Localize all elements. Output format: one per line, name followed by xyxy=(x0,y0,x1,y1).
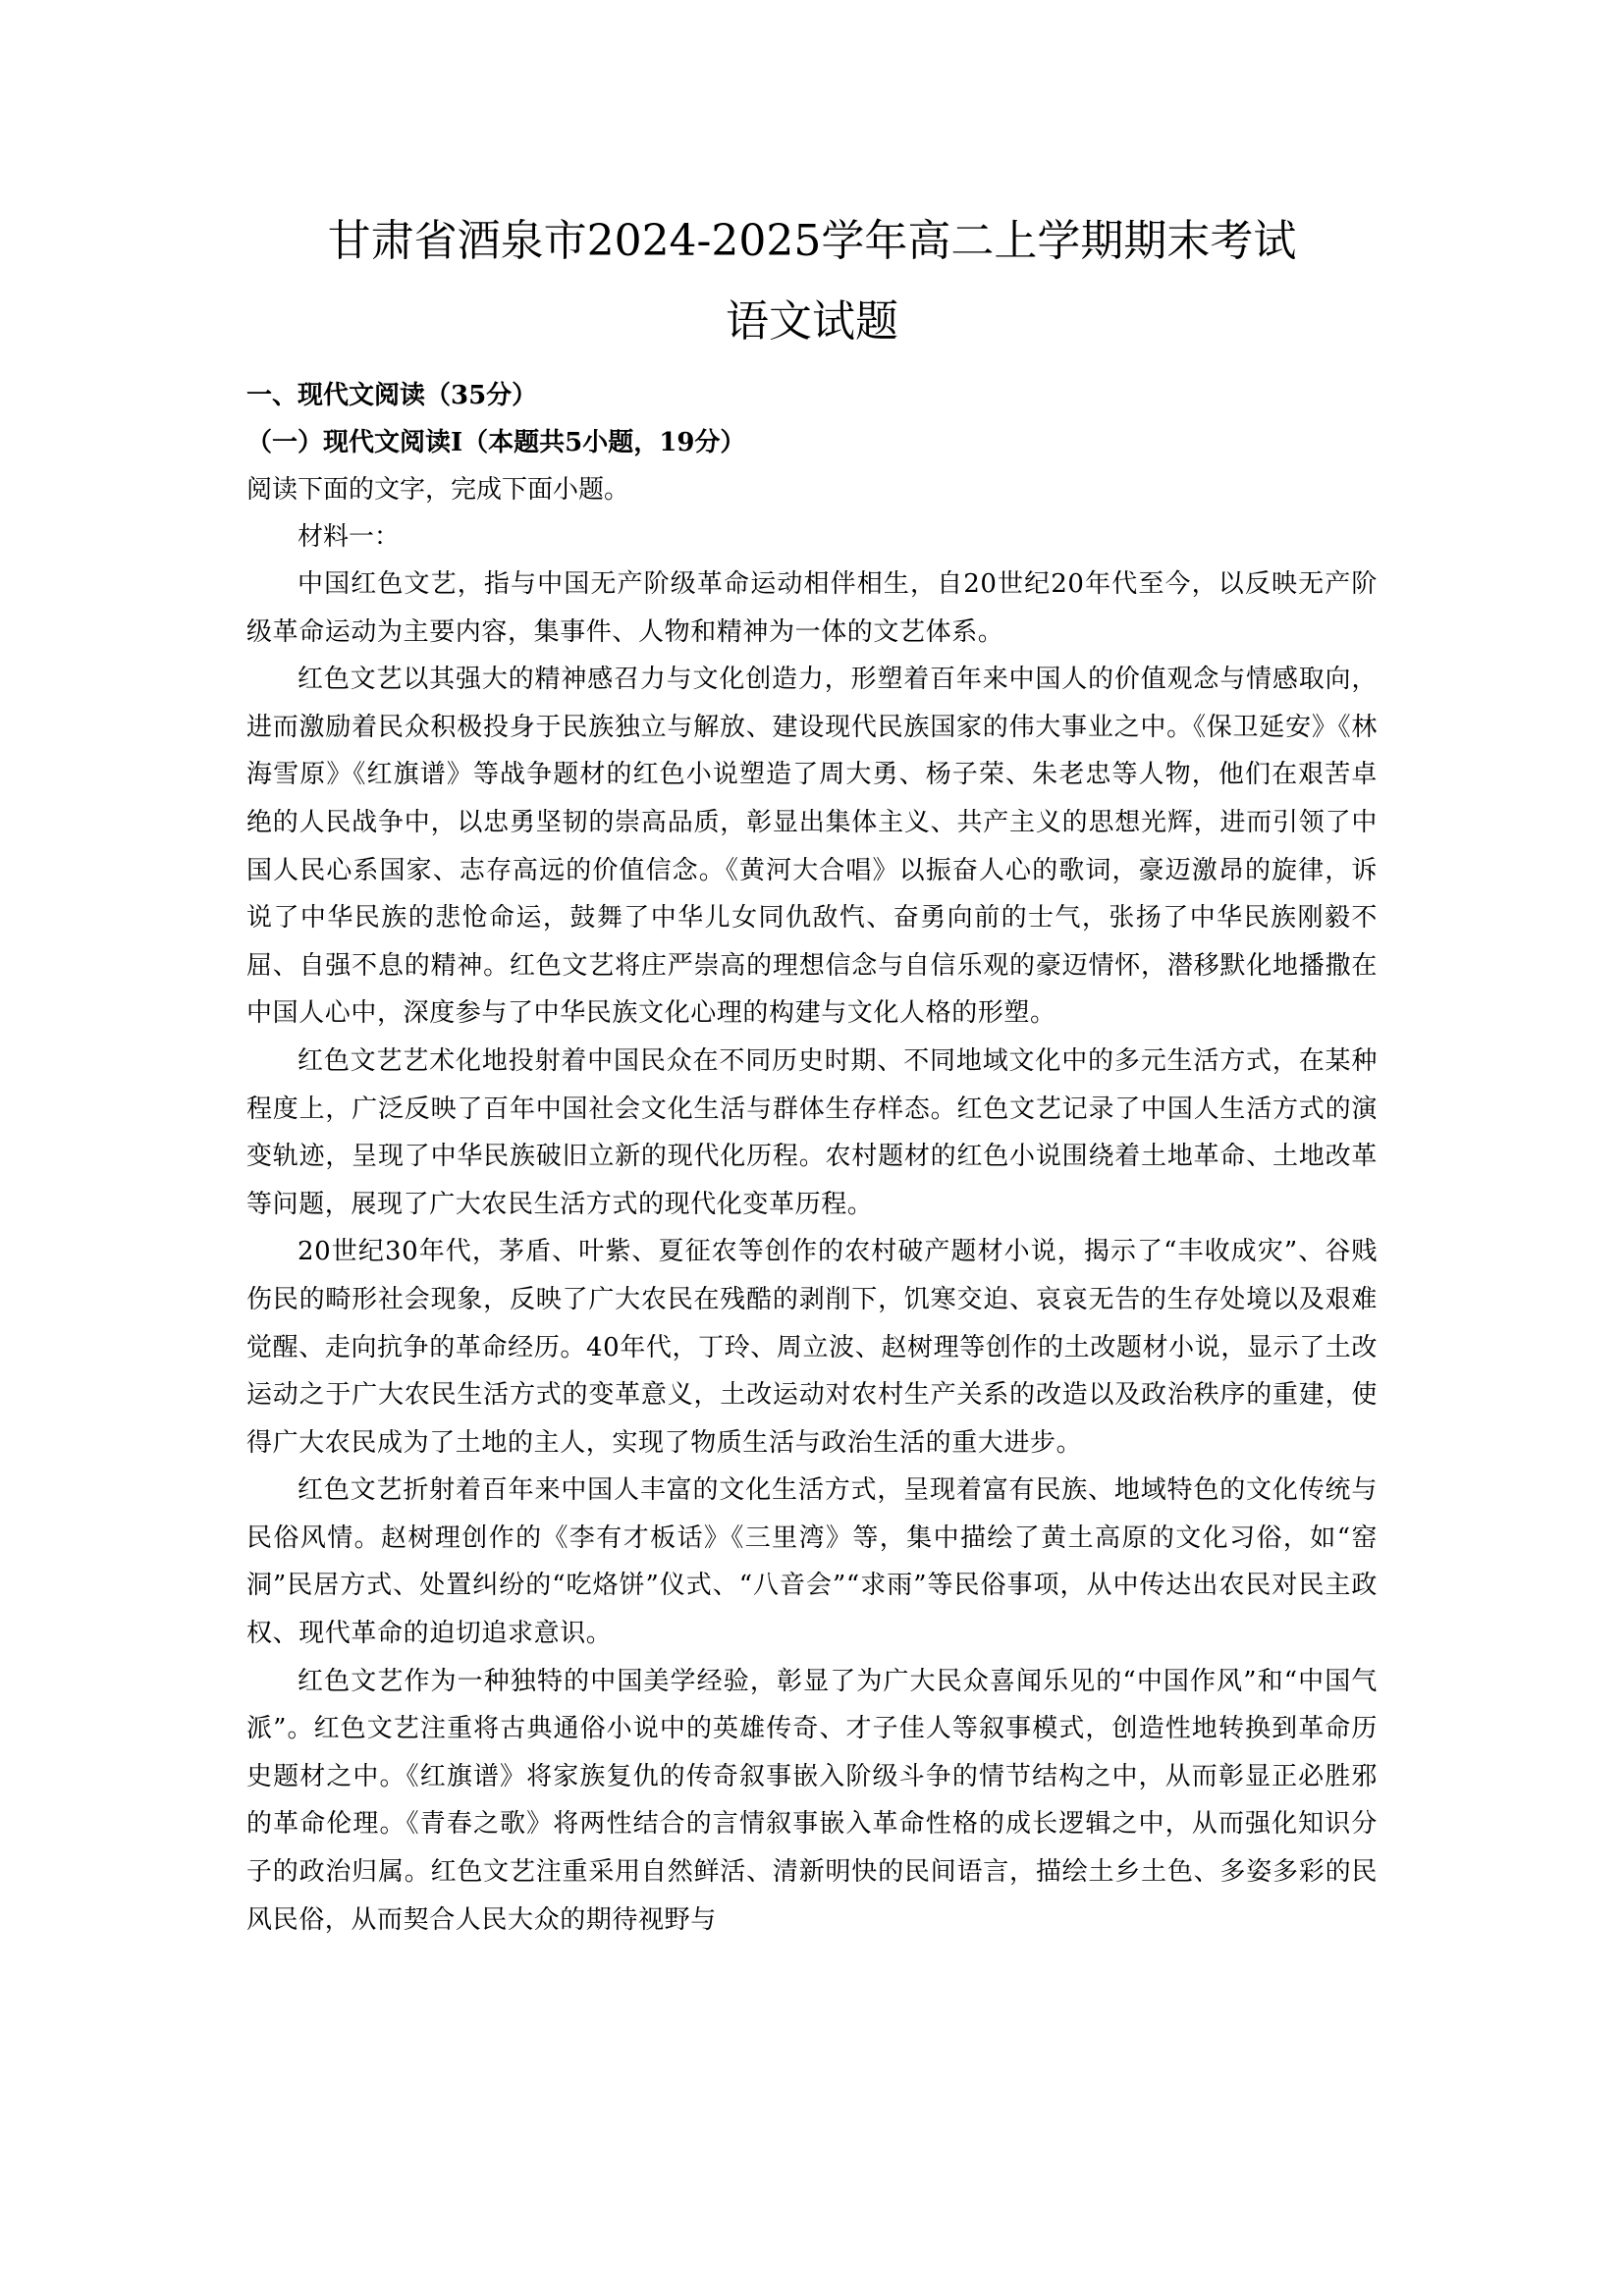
paragraph-5: 红色文艺折射着百年来中国人丰富的文化生活方式，呈现着富有民族、地域特色的文化传统与民俗风情。赵树理创作的《李有才板话》《三里湾》等，集中描绘了黄土高原的文化习俗，如“窑洞”民居方式、处置纠纷的“吃烙饼”仪式、“八音会”“求雨”等民俗事项，从中传达出农民对民主政权、现代革命的迫切追求意识。 xyxy=(246,1475,1378,1649)
sub-section-heading: （一）现代文阅读Ⅰ（本题共5小题，19分） xyxy=(246,428,746,457)
exam-subtitle: 语文试题 xyxy=(726,296,898,347)
material-label: 材料一： xyxy=(298,522,401,552)
paragraph-3: 红色文艺艺术化地投射着中国民众在不同历史时期、不同地域文化中的多元生活方式，在某种程度上，广泛反映了百年中国社会文化生活与群体生存样态。红色文艺记录了中国人生活方式的演变轨迹，呈现了中华民族破旧立新的现代化历程。农村题材的红色小说围绕着土地革命、土地改革等问题，展现了广大农民生活方式的现代化变革历程。 xyxy=(246,1045,1378,1219)
exam-page xyxy=(246,201,1378,1944)
section-heading: 一、现代文阅读（35分） xyxy=(246,381,538,410)
paragraph-2: 红色文艺以其强大的精神感召力与文化创造力，形塑着百年来中国人的价值观念与情感取向，进而激励着民众积极投身于民族独立与解放、建设现代民族国家的伟大事业之中。《保卫延安》《林海雪原》《红旗谱》等战争题材的红色小说塑造了周大勇、杨子荣、朱老忠等人物，他们在艰苦卓绝的人民战争中，以忠勇坚韧的崇高品质，彰显出集体主义、共产主义的思想光辉，进而引领了中国人民心系国家、志存高远的价值信念。《黄河大合唱》以振奋人心的歌词，豪迈激昂的旋律，诉说了中华民族的悲怆命运，鼓舞了中华儿女同仇敌忾、奋勇向前的士气，张扬了中华民族刚毅不屈、自强不息的精神。红色文艺将庄严崇高的理想信念与自信乐观的豪迈情怀，潜移默化地播撒在中国人心中，深度参与了中华民族文化心理的构建与文化人格的形塑。 xyxy=(246,665,1378,1029)
exam-title: 甘肃省酒泉市2024-2025学年高二上学期期末考试 xyxy=(327,216,1297,266)
paragraph-1: 中国红色文艺，指与中国无产阶级革命运动相伴相生，自20世纪20年代至今，以反映无产阶级革命运动为主要内容，集事件、人物和精神为一体的文艺体系。 xyxy=(246,569,1378,647)
paragraph-6: 红色文艺作为一种独特的中国美学经验，彰显了为广大民众喜闻乐见的“中国作风”和“中国气派”。红色文艺注重将古典通俗小说中的英雄传奇、才子佳人等叙事模式，创造性地转换到革命历史题材之中。《红旗谱》将家族复仇的传奇叙事嵌入阶级斗争的情节结构之中，从而彰显正必胜邪的革命伦理。《青春之歌》将两性结合的言情叙事嵌入革命性格的成长逻辑之中，从而强化知识分子的政治归属。红色文艺注重采用自然鲜活、清新明快的民间语言，描绘土乡土色、多姿多彩的民风民俗，从而契合人民大众的期待视野与 xyxy=(246,1666,1378,1935)
paragraph-4: 20世纪30年代，茅盾、叶紫、夏征农等创作的农村破产题材小说，揭示了“丰收成灾”、谷贱伤民的畸形社会现象，反映了广大农民在残酷的剥削下，饥寒交迫、哀哀无告的生存处境以及艰难觉醒、走向抗争的革命经历。40年代，丁玲、周立波、赵树理等创作的土改题材小说，显示了土改运动之于广大农民生活方式的变革意义，土改运动对农村生产关系的改造以及政治秩序的重建，使得广大农民成为了土地的主人，实现了物质生活与政治生活的重大进步。 xyxy=(246,1237,1378,1458)
reading-instruction: 阅读下面的文字，完成下面小题。 xyxy=(246,475,630,505)
